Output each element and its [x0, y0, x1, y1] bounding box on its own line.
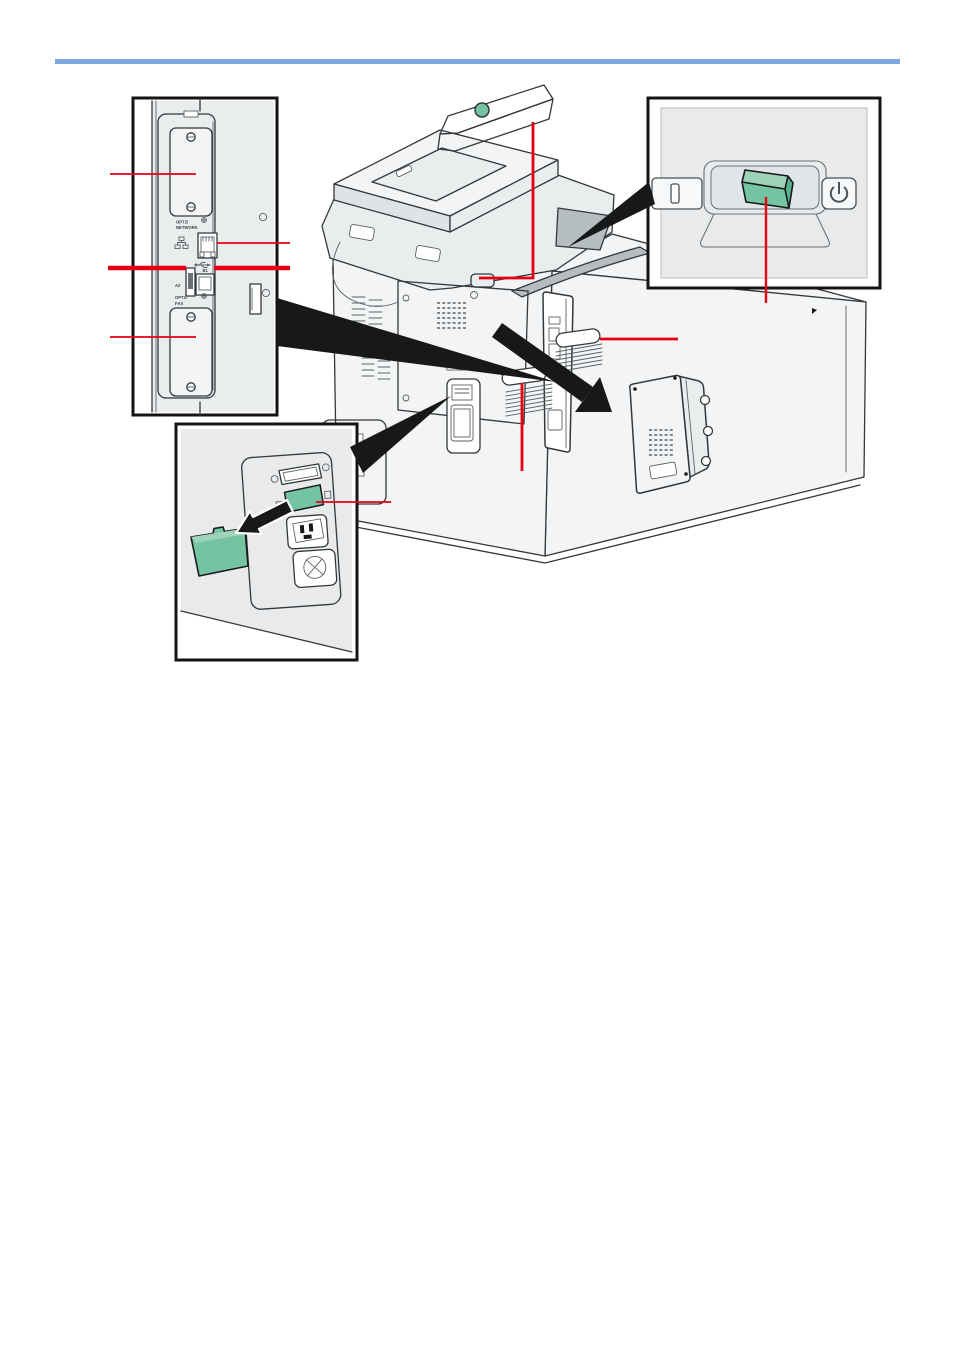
main-power-switch[interactable] — [742, 170, 793, 208]
option-slot-opt1 — [170, 294, 212, 396]
power-connector-inset — [176, 424, 357, 660]
interface-panel-inset — [133, 98, 277, 415]
corner-cap — [471, 274, 494, 287]
power-switch-inset — [648, 98, 880, 288]
option-power-inlet — [293, 549, 337, 588]
slot-bottom-label-line2: FAX — [175, 301, 184, 306]
slot-top-label-line2: NETWORK — [176, 225, 198, 230]
usb-b-label: B1 — [202, 268, 208, 273]
power-connector-recess — [447, 379, 480, 453]
usb-a-label: A2 — [175, 283, 181, 288]
section-divider-rule — [55, 59, 900, 64]
panel-round-button — [475, 103, 489, 117]
slot-top-label-line1: OPT2/ — [176, 219, 189, 225]
panel-top-edge — [440, 85, 553, 134]
power-standby-button — [822, 178, 856, 209]
power-inlet — [286, 514, 328, 549]
slot-bottom-label-line1: OPT1/ — [175, 295, 188, 300]
power-on-symbol — [671, 184, 679, 203]
power-on-button — [652, 178, 702, 209]
option-slot-opt2 — [170, 128, 212, 230]
